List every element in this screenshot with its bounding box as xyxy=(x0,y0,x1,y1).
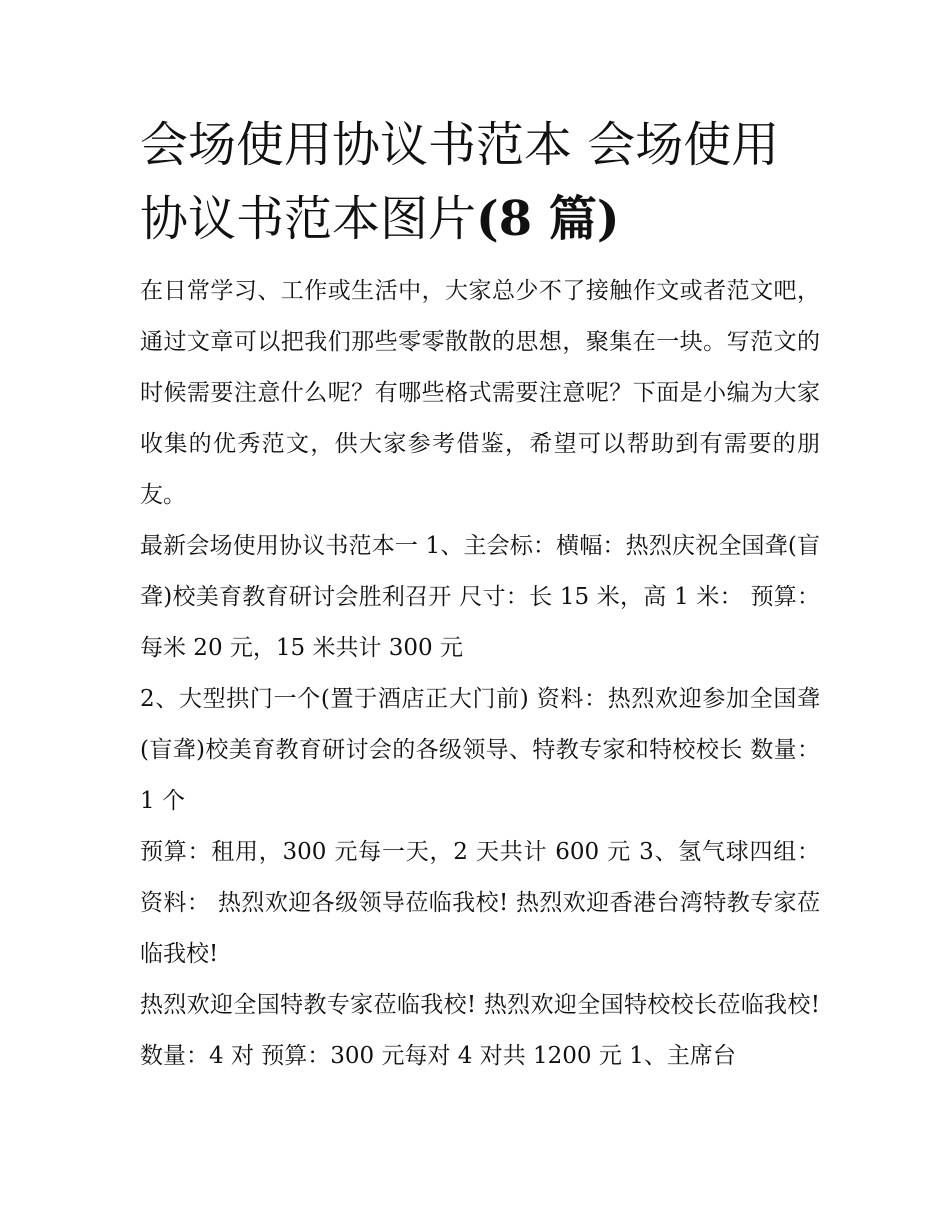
document-content xyxy=(140,108,820,1082)
paragraph-arch: 2、大型拱门一个(置于酒店正大门前) 资料：热烈欢迎参加全国聋(盲聋)校美育教育研讨会的各级领导、特教专家和特校校长 数量：1 个 xyxy=(140,686,820,814)
title-suffix: (8 篇) xyxy=(476,191,620,247)
title-main: 会场使用协议书范本 会场使用协议书范本图片 xyxy=(140,117,780,247)
page-title xyxy=(140,108,820,256)
document-body xyxy=(140,266,820,1082)
paragraph-welcome: 热烈欢迎全国特教专家莅临我校! 热烈欢迎全国特校校长莅临我校! 数量：4 对 预算：300 元每对 4 对共 1200 元 1、主席台 xyxy=(140,992,820,1069)
paragraph-intro: 在日常学习、工作或生活中，大家总少不了接触作文或者范文吧，通过文章可以把我们那些零零散散的思想，聚集在一块。写范文的时候需要注意什么呢？有哪些格式需要注意呢？下面是小编为大家收集的优秀范文，供大家参考借鉴，希望可以帮助到有需要的朋友。 xyxy=(140,278,820,508)
paragraph-banner: 最新会场使用协议书范本一 1、主会标：横幅：热烈庆祝全国聋(盲聋)校美育教育研讨会胜利召开 尺寸：长 15 米，高 1 米： 预算：每米 20 元，15 米共计 300 元 xyxy=(140,533,820,661)
paragraph-balloons: 预算：租用，300 元每一天，2 天共计 600 元 3、氢气球四组：资料： 热烈欢迎各级领导莅临我校! 热烈欢迎香港台湾特教专家莅临我校! xyxy=(140,839,820,967)
